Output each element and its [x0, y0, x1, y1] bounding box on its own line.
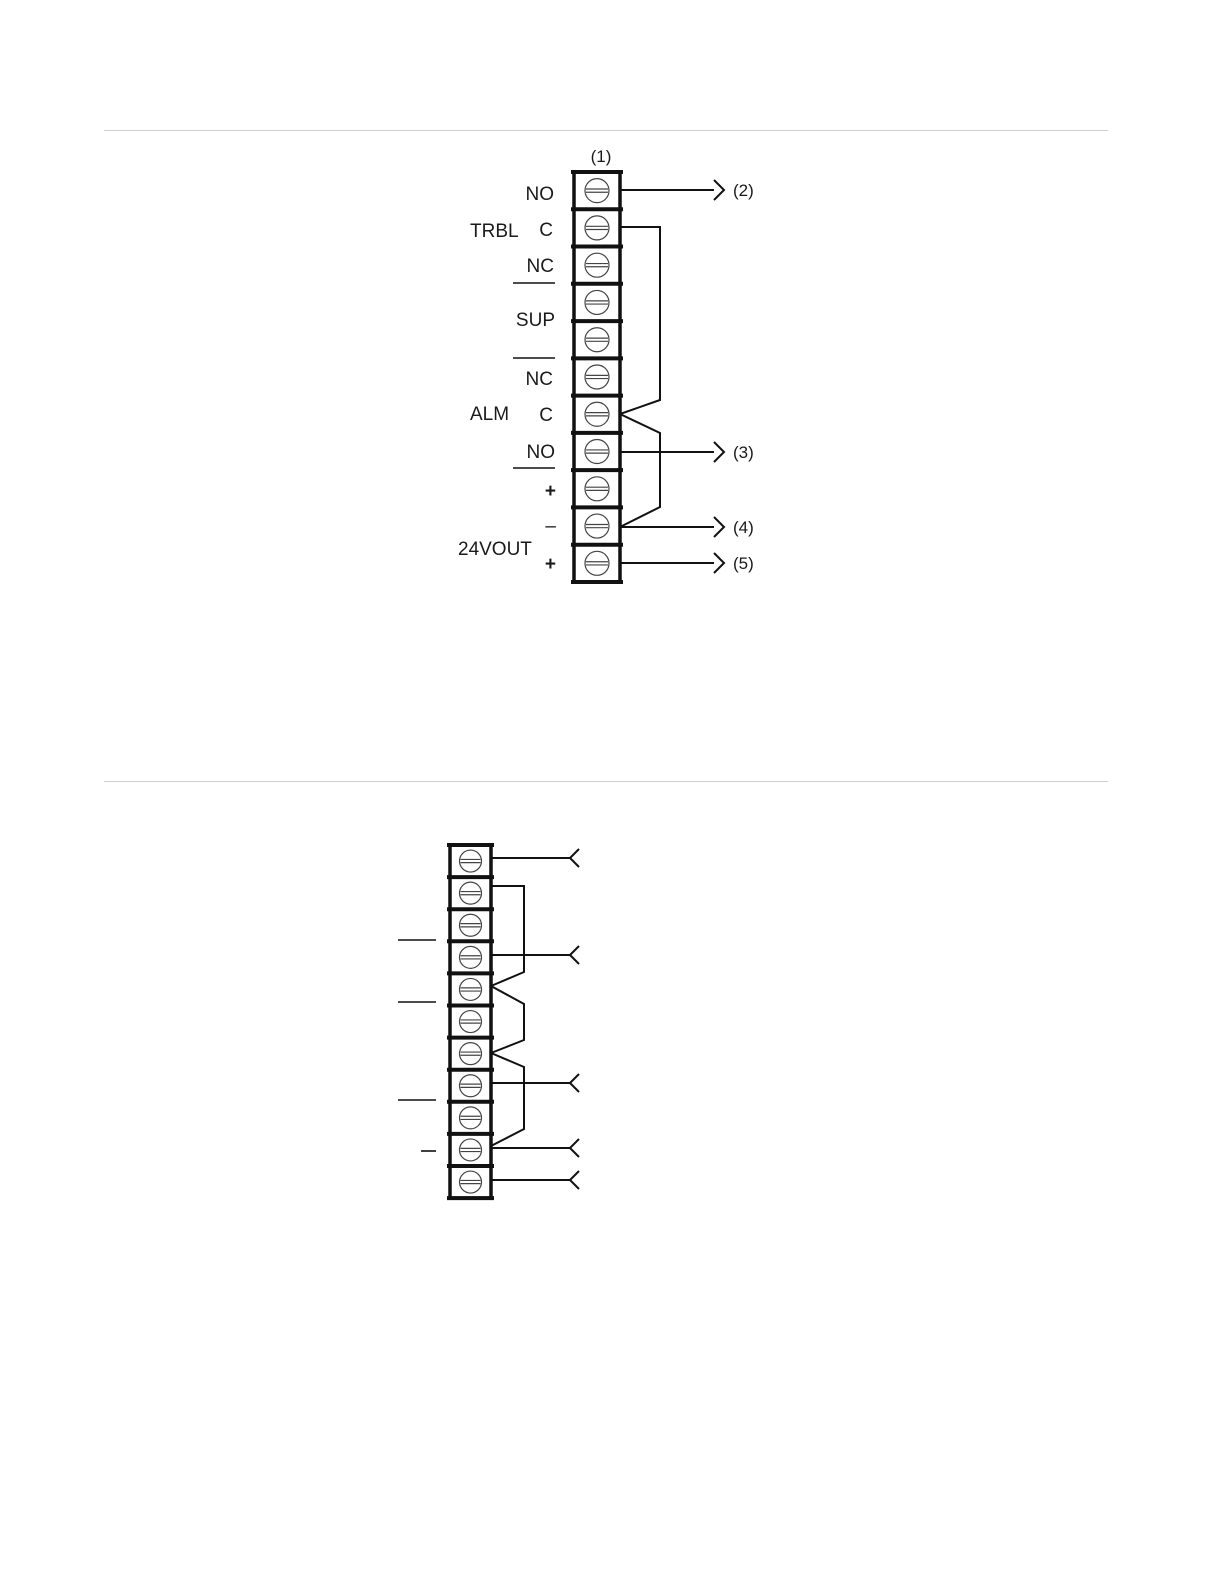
label-nc-2: NC [525, 369, 553, 390]
screw-icon [460, 1011, 482, 1033]
label-24vout: 24VOUT [458, 539, 532, 560]
screw-icon [460, 914, 482, 936]
connector-b-5-icon [570, 1171, 579, 1189]
screw-icon [460, 1107, 482, 1129]
label-minus: – [545, 516, 556, 537]
wire-b-2 [491, 886, 524, 986]
label-no-2: NO [526, 442, 555, 463]
connector-b-3-icon [570, 1074, 579, 1092]
bottom-wiring-diagram [398, 845, 579, 1198]
connector-4-icon [714, 517, 724, 537]
screw-icon [460, 882, 482, 904]
callout-3: (3) [733, 443, 754, 462]
screw-icon [585, 477, 609, 501]
wire-trbl-c-alm-c [620, 227, 660, 414]
label-c-2: C [539, 405, 553, 426]
terminal-block-top [571, 172, 623, 582]
screw-icon [460, 1075, 482, 1097]
screw-icon [585, 290, 609, 314]
screw-icon [460, 978, 482, 1000]
wire-b-3 [491, 986, 524, 1053]
connector-b-2-icon [570, 946, 579, 964]
callout-2: (2) [733, 181, 754, 200]
label-no-1: NO [525, 184, 554, 205]
screw-icon [585, 179, 609, 203]
screw-icon [460, 1171, 482, 1193]
top-wiring-diagram [458, 147, 754, 582]
connector-2-icon [714, 180, 724, 200]
bottom-label-rules [398, 940, 436, 1151]
screw-icon [585, 365, 609, 389]
screw-icon [460, 850, 482, 872]
callout-5: (5) [733, 554, 754, 573]
screw-icon [460, 1139, 482, 1161]
bottom-wiring [491, 849, 579, 1189]
screw-icon [585, 253, 609, 277]
screw-icon [585, 514, 609, 538]
callout-4: (4) [733, 518, 754, 537]
label-nc-1: NC [526, 256, 554, 277]
callout-1: (1) [590, 147, 612, 166]
label-alm: ALM [470, 404, 510, 425]
screw-icon [585, 551, 609, 575]
label-sup: SUP [515, 310, 555, 331]
wire-b-4 [491, 1053, 524, 1146]
connector-b-4-icon [570, 1139, 579, 1157]
label-plus-2: + [544, 554, 556, 575]
label-plus-1: + [544, 481, 556, 502]
screw-icon [585, 440, 609, 464]
top-wiring [620, 180, 724, 573]
screw-icon [585, 402, 609, 426]
screw-icon [460, 946, 482, 968]
wire-alm-c-minus [620, 414, 660, 527]
screw-icon [585, 328, 609, 352]
label-c-1: C [539, 220, 553, 241]
connector-b-1-icon [570, 849, 579, 867]
screw-icon [585, 216, 609, 240]
connector-5-icon [714, 553, 724, 573]
label-trbl: TRBL [470, 221, 519, 242]
screw-icon [460, 1043, 482, 1065]
connector-3-icon [714, 442, 724, 462]
terminal-block-bottom [447, 845, 494, 1198]
